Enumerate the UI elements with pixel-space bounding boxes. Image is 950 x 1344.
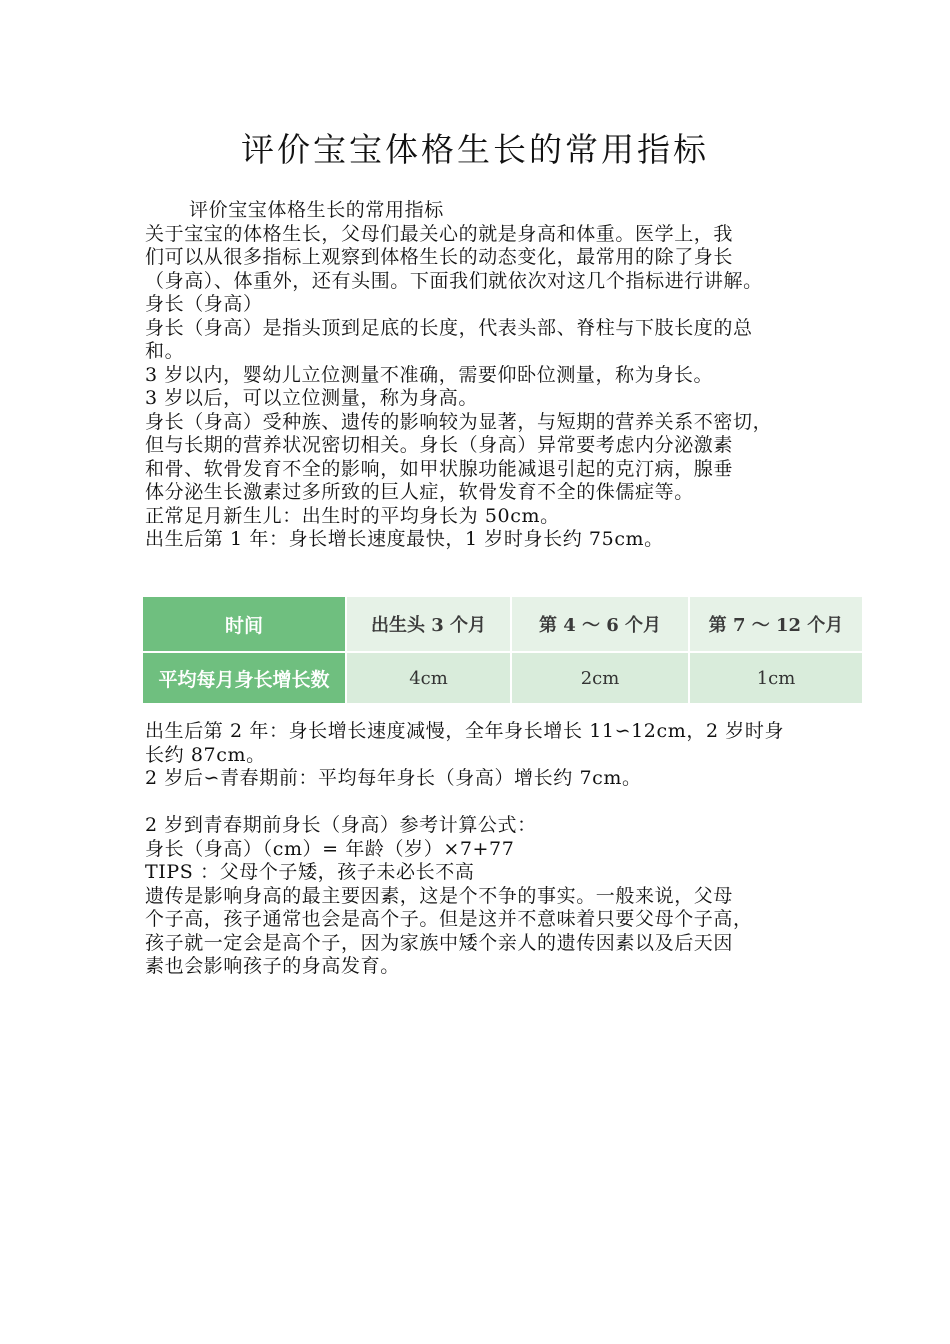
paragraph-line: 正常足月新生儿：出生时的平均身长为 50cm。 xyxy=(145,504,560,527)
intro-section xyxy=(145,199,815,552)
section-heading: 身长（身高） xyxy=(145,293,263,315)
formula-line: 身长（身高）（cm）= 年龄（岁）×7+77 xyxy=(145,837,515,860)
paragraph-line: 出生后第 1 年：身长增长速度最快，1 岁时身长约 75cm。 xyxy=(145,528,664,550)
section-subtitle: 评价宝宝体格生长的常用指标 xyxy=(189,199,444,221)
paragraph-line: 和骨、软骨发育不全的影响，如甲状腺功能减退引起的克汀病，腺垂 xyxy=(145,457,734,480)
paragraph-line: 体分泌生长激素过多所致的巨人症，软骨发育不全的侏儒症等。 xyxy=(145,481,694,503)
growth-section xyxy=(145,720,815,979)
table-header-cell: 第 7 ～ 12 个月 xyxy=(689,597,862,652)
paragraph-line: 身长（身高）受种族、遗传的影响较为显著，与短期的营养关系不密切， xyxy=(145,410,773,433)
paragraph-line: 和。 xyxy=(145,340,185,362)
paragraph-line: 关于宝宝的体格生长，父母们最关心的就是身高和体重。医学上，我 xyxy=(145,222,734,245)
table-row xyxy=(143,652,862,703)
paragraph-line: 长约 87cm。 xyxy=(145,743,266,766)
table-row-label-time: 时间 xyxy=(143,597,346,652)
table-cell: 4cm xyxy=(346,652,511,703)
paragraph-line: 遗传是影响身高的最主要因素，这是个不争的事实。一般来说，父母 xyxy=(145,884,734,907)
page-title: 评价宝宝体格生长的常用指标 xyxy=(241,130,709,169)
paragraph-line: 但与长期的营养状况密切相关。身长（身高）异常要考虑内分泌激素 xyxy=(145,434,734,456)
blank-line xyxy=(145,791,815,815)
paragraph-line: 素也会影响孩子的身高发育。 xyxy=(145,955,400,977)
paragraph-line: （身高）、体重外，还有头围。下面我们就依次对这几个指标进行讲解。 xyxy=(145,269,763,292)
table-cell: 1cm xyxy=(689,652,862,703)
paragraph-line: 3 岁以内，婴幼儿立位测量不准确，需要仰卧位测量，称为身长。 xyxy=(145,363,714,386)
growth-rate-table xyxy=(143,597,862,703)
table-row-label-monthly-growth: 平均每月身长增长数 xyxy=(143,652,346,703)
paragraph-line: 身长（身高）是指头顶到足底的长度，代表头部、脊柱与下肢长度的总 xyxy=(145,316,753,339)
table-header-cell: 第 4 ～ 6 个月 xyxy=(511,597,689,652)
paragraph-line: 们可以从很多指标上观察到体格生长的动态变化，最常用的除了身长 xyxy=(145,246,734,268)
tips-heading: TIPS ：父母个子矮，孩子未必长不高 xyxy=(145,861,475,883)
paragraph-line: 2 岁到青春期前身长（身高）参考计算公式： xyxy=(145,814,537,836)
table-header-cell: 出生头 3 个月 xyxy=(346,597,511,652)
paragraph-line: 个子高，孩子通常也会是高个子。但是这并不意味着只要父母个子高， xyxy=(145,908,753,930)
table-row xyxy=(143,597,862,652)
paragraph-line: 出生后第 2 年：身长增长速度减慢，全年身长增长 11∽12cm，2 岁时身 xyxy=(145,720,785,742)
paragraph-line: 2 岁后∽青春期前：平均每年身长（身高）增长约 7cm。 xyxy=(145,767,642,789)
paragraph-line: 3 岁以后，可以立位测量，称为身高。 xyxy=(145,387,478,409)
paragraph-line: 孩子就一定会是高个子，因为家族中矮个亲人的遗传因素以及后天因 xyxy=(145,931,734,954)
table-cell: 2cm xyxy=(511,652,689,703)
